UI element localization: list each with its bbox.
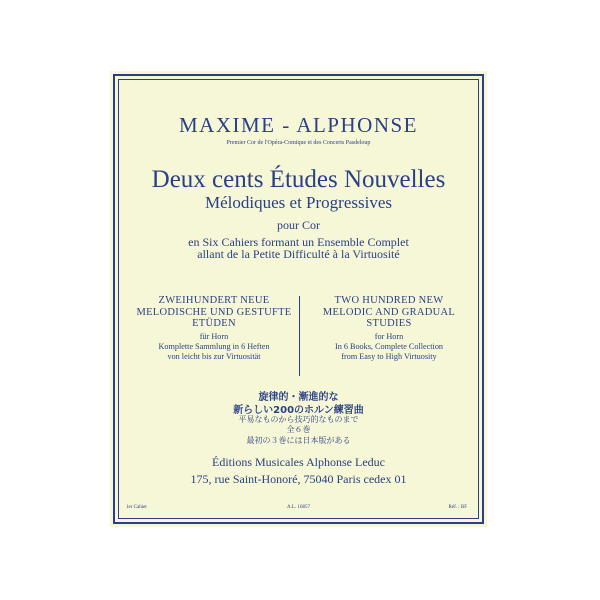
instrument-line: pour Cor	[277, 218, 320, 232]
description-line-1: en Six Cahiers formant un Ensemble Complet	[188, 235, 409, 249]
german-detail-line: von leicht bis zur Virtuosität	[167, 351, 261, 361]
german-block	[130, 295, 298, 362]
work-subtitle: Mélodiques et Progressives	[205, 193, 392, 212]
english-detail-line: for Horn	[374, 331, 404, 341]
japanese-line-5: 最初の３巻には日本版がある	[246, 436, 351, 445]
german-detail-line: für Horn	[199, 331, 229, 341]
publisher-name: Éditions Musicales Alphonse Leduc	[212, 455, 385, 469]
column-divider	[299, 296, 300, 376]
english-block	[305, 295, 473, 362]
japanese-line-3: 平易なものから技巧的なものまで	[238, 415, 359, 424]
description-line-2: allant de la Petite Difficulté à la Virtuosité	[197, 247, 400, 261]
catalog-number: A.L. 16857	[287, 505, 310, 510]
english-title-line: STUDIES	[366, 318, 412, 329]
english-detail-line: from Easy to High Virtuosity	[341, 351, 437, 361]
english-title-line: MELODIC AND GRADUAL	[322, 306, 456, 318]
japanese-line-2: 新らしい200のホルン練習曲	[233, 405, 364, 416]
japanese-line-1: 旋律的・漸進的な	[258, 392, 339, 403]
work-title: Deux cents Études Nouvelles	[151, 166, 446, 193]
composer-subtitle: Premier Cor de l'Opéra-Comique et des Concerts Pasdeloup	[226, 140, 371, 146]
japanese-line-4: 全６巻	[286, 425, 311, 434]
publisher-address: 175, rue Saint-Honoré, 75040 Paris cedex 01	[190, 472, 407, 486]
english-detail-line: In 6 Books, Complete Collection	[334, 341, 444, 351]
english-title-line: TWO HUNDRED NEW	[334, 295, 444, 306]
german-title-line: ZWEIHUNDERT NEUE	[158, 295, 270, 306]
composer-name: MAXIME - ALPHONSE	[178, 113, 418, 137]
german-title-line: ETÜDEN	[192, 318, 236, 329]
reference-code: Réf. : BF	[448, 505, 467, 510]
score-cover	[110, 71, 487, 527]
german-detail-line: Komplette Sammlung in 6 Heften	[158, 341, 270, 351]
german-title-line: MELODISCHE UND GESTUFTE	[136, 306, 292, 318]
volume-label: 1er Cahier	[126, 505, 147, 510]
